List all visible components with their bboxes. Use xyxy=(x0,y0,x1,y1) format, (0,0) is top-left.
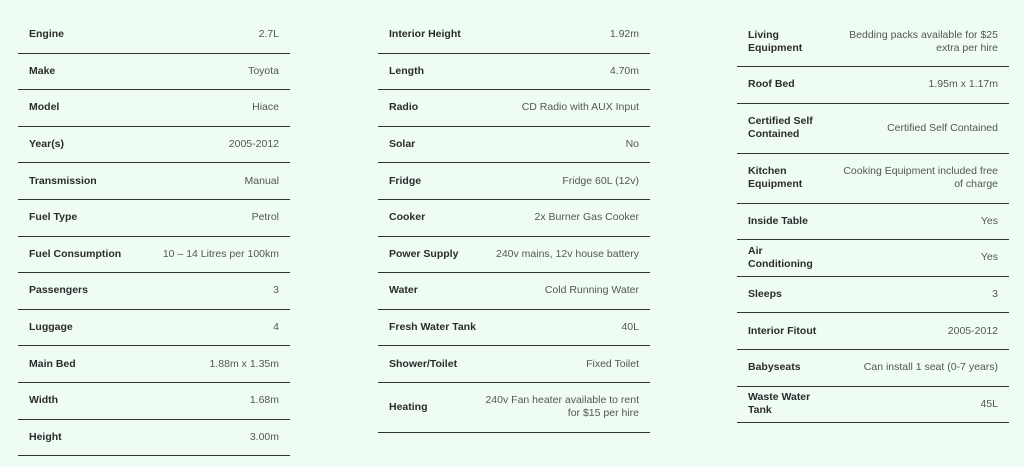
spec-row-inside-table xyxy=(737,204,1009,241)
spec-label: Babyseats xyxy=(748,361,801,374)
spec-row-living-equipment xyxy=(737,17,1009,67)
spec-value: 2005-2012 xyxy=(228,138,279,151)
spec-row-years xyxy=(18,127,290,164)
spec-row-roof-bed xyxy=(737,67,1009,104)
spec-value: 2x Burner Gas Cooker xyxy=(534,211,639,224)
spec-value: 3 xyxy=(273,284,279,297)
spec-value: No xyxy=(625,138,639,151)
spec-row-sleeps xyxy=(737,277,1009,314)
spec-label: Length xyxy=(389,64,424,77)
spec-label: Year(s) xyxy=(29,138,65,151)
spec-row-power-supply xyxy=(378,237,650,274)
spec-value: 240v Fan heater available to rent for $15 per hire xyxy=(485,394,639,420)
spec-value: Bedding packs available for $25 extra per hire xyxy=(849,28,998,54)
spec-label: Water xyxy=(389,284,418,297)
spec-row-model xyxy=(18,90,290,127)
spec-value: Yes xyxy=(980,214,998,227)
spec-value: Yes xyxy=(980,251,998,264)
spec-row-water xyxy=(378,273,650,310)
spec-row-engine xyxy=(18,17,290,54)
spec-label: Kitchen Equipment xyxy=(748,165,803,191)
spec-row-fuel-consumption xyxy=(18,237,290,274)
spec-value: 40L xyxy=(621,321,639,334)
spec-label: Fresh Water Tank xyxy=(389,321,476,334)
spec-value: Can install 1 seat (0-7 years) xyxy=(863,361,998,374)
spec-value: 1.68m xyxy=(249,394,279,407)
specs-column-1 xyxy=(18,17,290,456)
spec-value: Manual xyxy=(244,174,279,187)
spec-row-main-bed xyxy=(18,346,290,383)
spec-row-kitchen-equipment xyxy=(737,154,1009,204)
spec-label: Engine xyxy=(29,28,65,41)
spec-value: 1.95m x 1.17m xyxy=(928,78,998,91)
spec-label: Model xyxy=(29,101,60,114)
spec-row-interior-height xyxy=(378,17,650,54)
spec-value: 240v mains, 12v house battery xyxy=(495,247,639,260)
spec-value: Fixed Toilet xyxy=(586,357,639,370)
specs-column-2 xyxy=(378,17,650,433)
spec-label: Passengers xyxy=(29,284,88,297)
spec-row-length xyxy=(378,54,650,91)
spec-value: 2005-2012 xyxy=(947,324,998,337)
spec-value: Petrol xyxy=(251,211,279,224)
spec-row-cooker xyxy=(378,200,650,237)
spec-label: Fridge xyxy=(389,174,422,187)
spec-row-radio xyxy=(378,90,650,127)
spec-label: Luggage xyxy=(29,321,73,334)
spec-value: Fridge 60L (12v) xyxy=(562,174,639,187)
spec-row-fridge xyxy=(378,163,650,200)
spec-value: 1.92m xyxy=(609,28,639,41)
spec-label: Transmission xyxy=(29,174,97,187)
spec-value: 45L xyxy=(980,397,998,410)
spec-value: 3.00m xyxy=(249,430,279,443)
spec-label: Interior Fitout xyxy=(748,324,817,337)
spec-value: 4 xyxy=(273,321,279,334)
spec-row-fuel-type xyxy=(18,200,290,237)
spec-label: Roof Bed xyxy=(748,78,795,91)
spec-label: Radio xyxy=(389,101,419,114)
spec-label: Living Equipment xyxy=(748,28,803,54)
spec-label: Waste Water Tank xyxy=(748,391,811,417)
spec-label: Height xyxy=(29,430,62,443)
spec-value: Certified Self Contained xyxy=(887,121,998,134)
spec-row-solar xyxy=(378,127,650,164)
spec-value: 4.70m xyxy=(609,64,639,77)
spec-label: Sleeps xyxy=(748,288,782,301)
spec-row-air-conditioning xyxy=(737,240,1009,277)
spec-row-transmission xyxy=(18,163,290,200)
spec-value: Hiace xyxy=(252,101,279,114)
spec-label: Solar xyxy=(389,138,416,151)
spec-label: Air Conditioning xyxy=(748,244,813,270)
spec-value: 2.7L xyxy=(258,28,279,41)
spec-value: Toyota xyxy=(248,64,279,77)
spec-row-height xyxy=(18,420,290,457)
spec-row-luggage xyxy=(18,310,290,347)
spec-row-babyseats xyxy=(737,350,1009,387)
spec-label: Main Bed xyxy=(29,357,76,370)
specs-column-3 xyxy=(737,17,1009,423)
spec-value: CD Radio with AUX Input xyxy=(521,101,639,114)
spec-label: Cooker xyxy=(389,211,426,224)
spec-label: Interior Height xyxy=(389,28,461,41)
spec-value: Cooking Equipment included free of charge xyxy=(843,165,998,191)
spec-label: Power Supply xyxy=(389,247,459,260)
spec-row-interior-fitout xyxy=(737,313,1009,350)
spec-row-certified-self-contained xyxy=(737,104,1009,154)
spec-row-heating xyxy=(378,383,650,433)
spec-row-passengers xyxy=(18,273,290,310)
spec-label: Fuel Consumption xyxy=(29,247,122,260)
spec-label: Fuel Type xyxy=(29,211,78,224)
spec-value: Cold Running Water xyxy=(544,284,639,297)
spec-value: 10 – 14 Litres per 100km xyxy=(162,247,279,260)
spec-label: Inside Table xyxy=(748,214,808,227)
spec-value: 1.88m x 1.35m xyxy=(209,357,279,370)
spec-label: Width xyxy=(29,394,59,407)
spec-row-waste-water-tank xyxy=(737,387,1009,424)
spec-value: 3 xyxy=(992,288,998,301)
spec-row-width xyxy=(18,383,290,420)
spec-row-shower-toilet xyxy=(378,346,650,383)
spec-label: Shower/Toilet xyxy=(389,357,458,370)
spec-label: Certified Self Contained xyxy=(748,115,813,141)
spec-label: Make xyxy=(29,64,56,77)
spec-row-fresh-water-tank xyxy=(378,310,650,347)
spec-label: Heating xyxy=(389,400,428,413)
spec-row-make xyxy=(18,54,290,91)
